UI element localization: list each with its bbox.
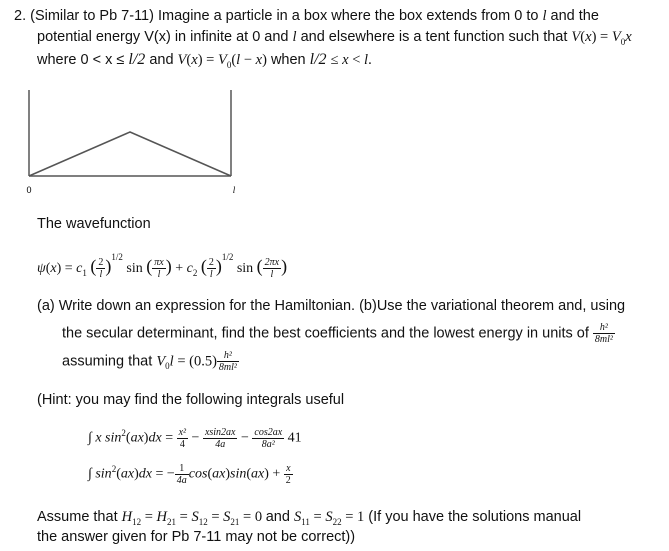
overlap-conditions: $H_{12} = H_{21} = S_{12} = S_{21} = 0$ <box>121 509 266 527</box>
label-l: l <box>232 185 236 195</box>
half-l-1: l/2 <box>128 51 146 68</box>
potential-v0: V <box>611 29 621 45</box>
l-var: l <box>236 52 241 68</box>
tent-potential-diagram <box>0 78 260 198</box>
problem-text-3-and: and <box>149 52 174 68</box>
and-word: and <box>265 509 290 525</box>
integral-1: ∫ x $\sin^2(ax)dx$ = $\frac{\text{x²}}{4}$ − $\frac{xsin2ax}{4a}$ − $\frac{\cos 2ax}{\text{8a²}}$ 41 <box>88 427 302 450</box>
integral-2: ∫ $\sin^2(ax)dx$ = − $\frac{1}{4a}$ cos(ax)sin(ax) + $\frac{x}{2}$ <box>88 463 291 486</box>
potential-x2: x <box>625 29 632 45</box>
l-var: l <box>364 52 369 68</box>
problem-text-1-end: and the <box>550 8 599 24</box>
x-var: x <box>191 52 198 68</box>
x-var: x <box>342 52 349 68</box>
part-a-line-1: (a) Write down an expression for the Hamiltonian. (b)Use the variational theorem and, using <box>37 298 626 314</box>
assume-text: Assume that <box>37 509 118 525</box>
energy-unit: $\frac{\text{h²}}{\text{8ml²}}$ <box>594 322 613 345</box>
problem-number: 2. <box>14 8 27 24</box>
integral-1-tail: 41 <box>287 430 302 446</box>
symbol-l: l <box>292 29 297 45</box>
problem-line-3 <box>37 51 372 74</box>
wavefunction-equation: $\psi(x) = c_1$ ( $\frac{2}{l}$ )$^{1/2}$ sin ( $\frac{\pi x}{l}$ ) + $c_2$ ( $\frac{2}{l}$ )$^{1/2}$ sin ( $\frac{2\pi x}{l}$ ) <box>37 252 288 281</box>
potential-paren: ( <box>580 29 586 45</box>
wavefunction-heading: The wavefunction <box>37 216 151 232</box>
half-l-2: l/2 <box>309 51 327 68</box>
x-var: x <box>255 52 263 68</box>
period: . <box>368 52 372 68</box>
l-var: l <box>169 353 174 370</box>
problem-text-1: (Similar to Pb 7-11) Imagine a particle in a box where the box extends from 0 to <box>30 8 539 24</box>
energy-unit-2: $\frac{\text{h²}}{\text{8ml²}}$ <box>218 350 237 373</box>
v0-l: V <box>156 353 166 370</box>
problem-text-2: potential energy V(x) in infinite at 0 and <box>37 29 289 45</box>
hint-text: (Hint: you may find the following integrals useful <box>37 392 345 408</box>
paren: ) <box>262 52 267 68</box>
v0: V <box>217 52 227 68</box>
eq-sign: ) = <box>197 52 218 68</box>
symbol-l: l <box>542 8 547 24</box>
paren: ( <box>186 52 192 68</box>
problem-line-2 <box>37 28 632 51</box>
problem-text-3: where 0 < x ≤ <box>37 52 125 68</box>
potential-eq: V <box>571 29 581 45</box>
assume-text-end: (If you have the solutions manual <box>368 509 582 525</box>
assuming-text: assuming that <box>62 353 153 370</box>
part-a-line-2 <box>62 322 615 345</box>
paren: ( <box>231 52 237 68</box>
potential-eq-sign: ) = <box>591 29 612 45</box>
tent-line <box>29 132 231 176</box>
problem-text-2-mid: and elsewhere is a tent function such that <box>300 29 568 45</box>
assuming-line <box>62 350 239 375</box>
part-a-text-2: the secular determinant, find the best coefficients and the lowest energy in units of <box>62 325 589 342</box>
normalization: $S_{11} = S_{22} = 1$ <box>293 509 365 527</box>
ineq: ≤ <box>330 52 343 68</box>
v0-sub: 0 <box>226 59 232 70</box>
problem-text-3-when: when <box>270 52 306 68</box>
potential-v0-sub: 0 <box>620 36 626 47</box>
minus: − <box>240 52 256 68</box>
problem-line-1 <box>14 7 599 25</box>
ineq: < <box>348 52 365 68</box>
eq-value: = (0.5) <box>173 353 217 370</box>
v0-sub: 0 <box>165 361 170 372</box>
potential-x: x <box>585 29 592 45</box>
label-zero: 0 <box>26 185 32 195</box>
assume-line-2: the answer given for Pb 7-11 may not be correct)) <box>37 529 356 545</box>
potential-eq-2: V <box>177 52 187 68</box>
